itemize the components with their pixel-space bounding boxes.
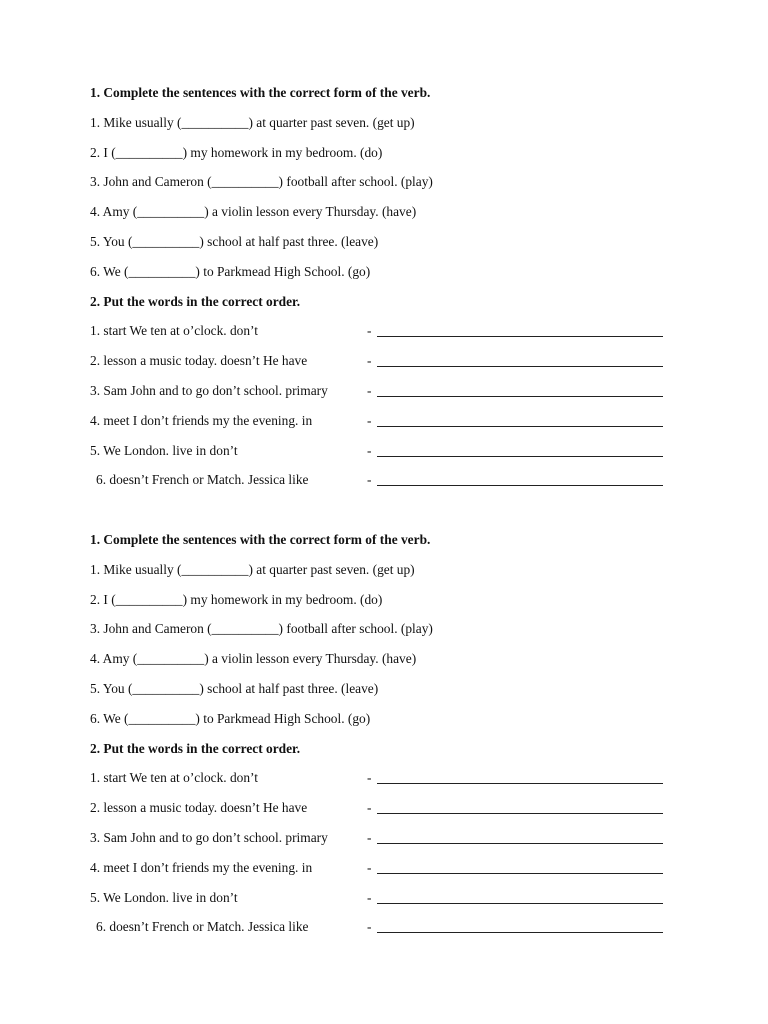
task1-item: 4. Amy (__________) a violin lesson every Thursday. (have) xyxy=(90,204,417,220)
answer-area xyxy=(367,919,663,935)
answer-line[interactable] xyxy=(377,830,663,844)
dash-marker: - xyxy=(367,919,372,935)
task1-item: 5. You (__________) school at half past three. (leave) xyxy=(90,233,379,249)
dash-marker: - xyxy=(367,800,372,816)
answer-line[interactable] xyxy=(377,890,663,904)
dash-marker: - xyxy=(367,829,372,845)
answer-area xyxy=(367,830,663,846)
task1-item: 6. We (__________) to Parkmead High School. (go) xyxy=(90,710,371,726)
scrambled-words: 5. We London. live in don’t xyxy=(90,889,238,905)
dash-marker: - xyxy=(367,472,372,488)
answer-area xyxy=(367,800,663,816)
scrambled-words: 6. doesn’t French or Match. Jessica like xyxy=(96,472,309,488)
task2-row xyxy=(90,860,690,890)
task1-item: 6. We (__________) to Parkmead High School. (go) xyxy=(90,263,371,279)
task2-row xyxy=(90,353,690,383)
task2-heading: 2. Put the words in the correct order. xyxy=(90,293,301,309)
answer-area xyxy=(367,472,663,488)
answer-line[interactable] xyxy=(377,353,663,367)
answer-line[interactable] xyxy=(377,383,663,397)
answer-area xyxy=(367,383,663,399)
scrambled-words: 6. doesn’t French or Match. Jessica like xyxy=(96,919,309,935)
answer-area xyxy=(367,323,663,339)
task2-heading: 2. Put the words in the correct order. xyxy=(90,740,301,756)
scrambled-words: 2. lesson a music today. doesn’t He have xyxy=(90,353,308,369)
answer-area xyxy=(367,860,663,876)
answer-area xyxy=(367,413,663,429)
answer-line[interactable] xyxy=(377,800,663,814)
dash-marker: - xyxy=(367,412,372,428)
dash-marker: - xyxy=(367,353,372,369)
answer-area xyxy=(367,890,663,906)
task2-row xyxy=(90,770,690,800)
task1-item: 1. Mike usually (__________) at quarter past seven. (get up) xyxy=(90,114,415,130)
task1-item: 3. John and Cameron (__________) football after school. (play) xyxy=(90,621,433,637)
scrambled-words: 3. Sam John and to go don’t school. primary xyxy=(90,382,328,398)
task2-row xyxy=(90,800,690,830)
scrambled-words: 1. start We ten at o’clock. don’t xyxy=(90,323,258,339)
answer-line[interactable] xyxy=(377,860,663,874)
dash-marker: - xyxy=(367,442,372,458)
scrambled-words: 4. meet I don’t friends my the evening. in xyxy=(90,412,313,428)
dash-marker: - xyxy=(367,770,372,786)
answer-line[interactable] xyxy=(377,770,663,784)
dash-marker: - xyxy=(367,859,372,875)
answer-line[interactable] xyxy=(377,323,663,337)
scrambled-words: 2. lesson a music today. doesn’t He have xyxy=(90,800,308,816)
task1-heading: 1. Complete the sentences with the correct form of the verb. xyxy=(90,85,431,100)
answer-line[interactable] xyxy=(377,919,663,933)
task2-row xyxy=(90,472,690,502)
scrambled-words: 3. Sam John and to go don’t school. primary xyxy=(90,829,328,845)
task2-row xyxy=(90,323,690,353)
task1-item: 1. Mike usually (__________) at quarter past seven. (get up) xyxy=(90,561,415,577)
task1-item: 4. Amy (__________) a violin lesson every Thursday. (have) xyxy=(90,651,417,667)
scrambled-words: 4. meet I don’t friends my the evening. in xyxy=(90,859,313,875)
task2-row xyxy=(90,443,690,473)
task2-row xyxy=(90,413,690,443)
task1-heading: 1. Complete the sentences with the correct form of the verb. xyxy=(90,532,431,547)
answer-line[interactable] xyxy=(377,472,663,486)
worksheet-copy-1 xyxy=(90,85,690,502)
answer-area xyxy=(367,353,663,369)
task1-item: 5. You (__________) school at half past three. (leave) xyxy=(90,680,379,696)
answer-area xyxy=(367,443,663,459)
answer-line[interactable] xyxy=(377,413,663,427)
dash-marker: - xyxy=(367,323,372,339)
task1-item: 2. I (__________) my homework in my bedroom. (do) xyxy=(90,144,383,160)
answer-line[interactable] xyxy=(377,443,663,457)
task2-row xyxy=(90,890,690,920)
dash-marker: - xyxy=(367,382,372,398)
task2-row xyxy=(90,830,690,860)
scrambled-words: 5. We London. live in don’t xyxy=(90,442,238,458)
dash-marker: - xyxy=(367,889,372,905)
answer-area xyxy=(367,770,663,786)
task2-row xyxy=(90,383,690,413)
scrambled-words: 1. start We ten at o’clock. don’t xyxy=(90,770,258,786)
worksheet-copy-2 xyxy=(90,532,690,949)
task1-item: 3. John and Cameron (__________) football after school. (play) xyxy=(90,174,433,190)
task1-item: 2. I (__________) my homework in my bedroom. (do) xyxy=(90,591,383,607)
task2-row xyxy=(90,919,690,949)
